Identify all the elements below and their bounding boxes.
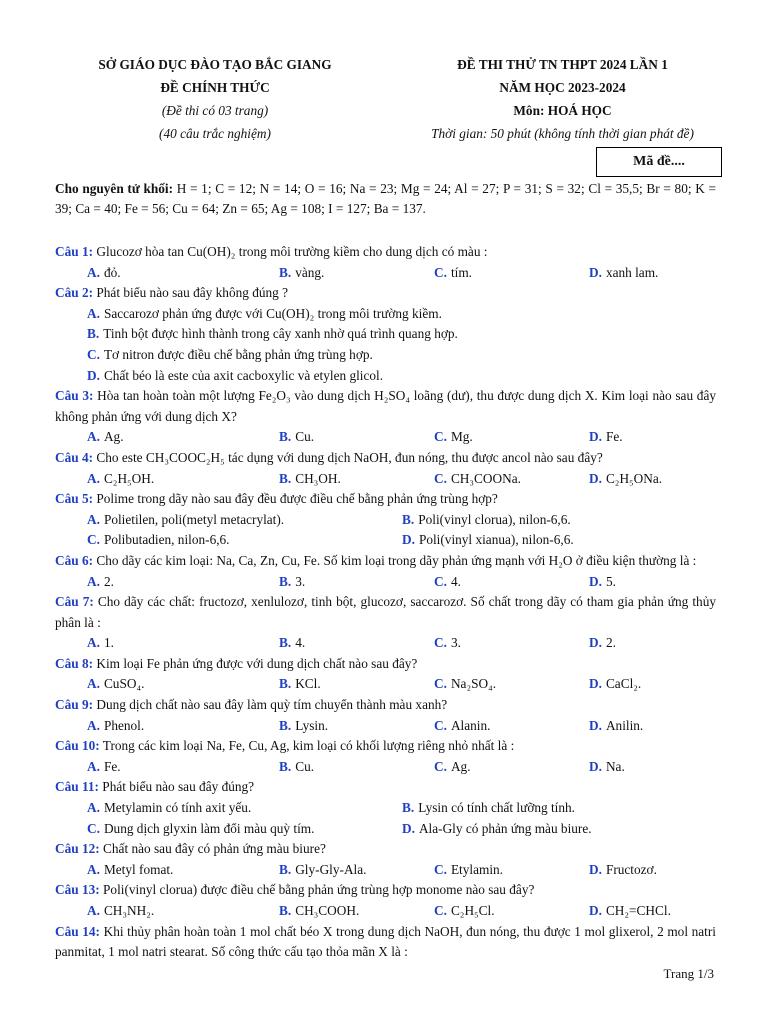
- answer-option: [557, 263, 712, 284]
- question-item: [55, 880, 716, 921]
- option-text: C₂H₅OH.: [103, 470, 155, 486]
- answer-option: [55, 572, 247, 593]
- answer-option: [402, 572, 557, 593]
- option-text: CH₂=CHCl.: [605, 903, 671, 918]
- question-stem: [55, 386, 716, 427]
- question-text: Dung dịch chất nào sau đây làm quỳ tím chuyển thành màu xanh?: [96, 697, 448, 713]
- school-year: NĂM HỌC 2023-2024: [499, 80, 626, 95]
- question-item: [55, 592, 716, 654]
- question-stem: [55, 551, 716, 572]
- option-text: CH₃OH.: [295, 470, 341, 486]
- option-letter: C.: [434, 676, 447, 692]
- option-letter: A.: [87, 264, 100, 280]
- option-text: Tinh bột được hình thành trong cây xanh nhờ quá trình quang hợp.: [103, 326, 458, 342]
- answer-option: [55, 263, 247, 284]
- question-number: Câu 10:: [55, 738, 100, 754]
- question-number: Câu 1:: [55, 244, 94, 259]
- answer-option: [402, 510, 571, 531]
- option-letter: B.: [279, 717, 292, 733]
- page-count-note: (Đề thi có 03 trang): [161, 103, 269, 118]
- option-text: CH₃COOH.: [295, 903, 360, 918]
- option-letter: B.: [279, 758, 292, 774]
- answer-option: [55, 345, 716, 366]
- option-text: C₂H₅ONa.: [605, 470, 663, 486]
- option-letter: A.: [87, 903, 100, 918]
- option-letter: B.: [402, 511, 415, 527]
- answer-option: [55, 304, 716, 325]
- option-text: 3.: [295, 573, 306, 589]
- option-letter: C.: [434, 573, 447, 589]
- subject: Môn: HOÁ HỌC: [513, 103, 612, 118]
- answer-option: [55, 324, 716, 345]
- option-letter: B.: [87, 326, 100, 342]
- answer-option: [557, 674, 712, 695]
- question-number: Câu 14:: [55, 923, 100, 939]
- answer-option: [557, 572, 712, 593]
- question-number: Câu 2:: [55, 285, 94, 301]
- option-letter: C.: [434, 717, 447, 733]
- option-letter: D.: [589, 573, 602, 589]
- atomic-masses-label: Cho nguyên tử khối:: [55, 181, 174, 196]
- option-letter: D.: [589, 470, 602, 486]
- question-stem: [55, 695, 716, 716]
- option-letter: C.: [434, 861, 447, 877]
- answer-option: [247, 572, 402, 593]
- answer-option: [247, 427, 402, 448]
- exam-code-box: Mã đề....: [596, 147, 722, 177]
- option-text: Anilin.: [605, 717, 644, 733]
- option-letter: C.: [434, 264, 447, 280]
- option-letter: D.: [589, 264, 602, 280]
- answer-option: [55, 366, 716, 387]
- option-letter: B.: [402, 800, 415, 816]
- question-stem: [55, 242, 716, 263]
- question-item: [55, 777, 716, 839]
- question-stem: [55, 777, 716, 798]
- answer-option: [557, 901, 712, 922]
- answer-option: [247, 757, 402, 778]
- question-text: Polime trong dãy nào sau đây đều được điều chế bằng phản ứng trùng hợp?: [96, 491, 498, 507]
- option-text: Gly-Gly-Ala.: [295, 861, 367, 877]
- option-letter: A.: [87, 861, 100, 877]
- question-stem: [55, 592, 716, 633]
- answer-option: [55, 427, 247, 448]
- answer-option: [55, 819, 402, 840]
- question-item: [55, 839, 716, 880]
- question-text: Cho dãy các chất: fructozơ, xenlulozơ, tinh bột, glucozơ, saccarozơ. Số chất trong dãy có tham gia phản ứng thủy phân là :: [55, 594, 717, 630]
- option-letter: A.: [87, 717, 100, 733]
- question-item: [55, 736, 716, 777]
- option-letter: D.: [589, 717, 602, 733]
- option-letter: B.: [279, 573, 292, 589]
- option-letter: A.: [87, 305, 100, 321]
- answer-option: [557, 469, 712, 490]
- option-text: Etylamin.: [450, 861, 504, 877]
- option-letter: C.: [434, 635, 447, 651]
- option-text: 5.: [605, 573, 616, 589]
- question-text: Hòa tan hoàn toàn một lượng Fe₂O₃ vào dung dịch H₂SO₄ loãng (dư), thu được dung dịch X. Kim loại nào sau đây không phản ứng với dung dịch X?: [55, 388, 717, 424]
- question-number: Câu 12:: [55, 841, 100, 857]
- option-letter: B.: [279, 635, 292, 651]
- atomic-masses-values: H = 1; C = 12; N = 14; O = 16; Na = 23; Mg = 24; Al = 27; P = 31; S = 32; Cl = 35,5; Br = 80; K = 39; Ca = 40; Fe = 56; Cu = 64; Zn = 65; Ag = 108; I = 127; Ba = 137.: [55, 181, 716, 216]
- answer-option: [402, 633, 557, 654]
- question-item: [55, 489, 716, 551]
- option-text: vàng.: [295, 264, 325, 280]
- option-text: 1.: [103, 635, 114, 651]
- option-letter: D.: [402, 532, 415, 548]
- option-letter: A.: [87, 429, 100, 445]
- option-text: Polibutadien, nilon-6,6.: [103, 532, 230, 548]
- option-letter: D.: [589, 635, 602, 651]
- option-letter: A.: [87, 470, 100, 486]
- option-text: Metyl fomat.: [103, 861, 174, 877]
- question-text: Cho este CH₃COOC₂H₅ tác dụng với dung dịch NaOH, đun nóng, thu được ancol nào sau đây?: [96, 449, 603, 465]
- option-letter: C.: [87, 346, 100, 362]
- question-number: Câu 11:: [55, 779, 99, 795]
- answer-option: [55, 469, 247, 490]
- question-text: Cho dãy các kim loại: Na, Ca, Zn, Cu, Fe. Số kim loại trong dãy phản ứng mạnh với H₂O ở điều kiện thường là :: [96, 552, 697, 568]
- option-text: Fe.: [103, 758, 121, 774]
- question-item: [55, 654, 716, 695]
- option-text: Fructozơ.: [605, 861, 657, 877]
- option-letter: A.: [87, 635, 100, 651]
- answer-option: [247, 860, 402, 881]
- question-count-note: (40 câu trắc nghiệm): [159, 126, 271, 141]
- answer-option: [402, 860, 557, 881]
- question-stem: [55, 736, 716, 757]
- option-letter: D.: [589, 758, 602, 774]
- question-number: Câu 3:: [55, 388, 94, 404]
- answer-option: [55, 510, 402, 531]
- option-text: Ala-Gly có phản ứng màu biure.: [418, 820, 592, 836]
- answer-option: [247, 716, 402, 737]
- question-number: Câu 13:: [55, 882, 100, 898]
- option-letter: A.: [87, 511, 100, 527]
- option-letter: B.: [279, 903, 292, 918]
- answer-option: [55, 530, 402, 551]
- question-stem: [55, 489, 716, 510]
- option-text: 3.: [450, 635, 461, 651]
- option-letter: C.: [87, 820, 100, 836]
- question-list: [55, 242, 716, 963]
- answer-option: [402, 427, 557, 448]
- option-text: Poli(vinyl xianua), nilon-6,6.: [418, 532, 574, 548]
- option-letter: B.: [279, 861, 292, 877]
- answer-option: [402, 901, 557, 922]
- option-text: Dung dịch glyxin làm đổi màu quỳ tím.: [103, 820, 315, 836]
- answer-option: [557, 860, 712, 881]
- answer-option: [247, 901, 402, 922]
- question-number: Câu 6:: [55, 552, 94, 568]
- official-label: ĐỀ CHÍNH THỨC: [160, 80, 270, 95]
- option-letter: D.: [589, 676, 602, 692]
- question-stem: [55, 839, 716, 860]
- option-text: Ag.: [450, 758, 471, 774]
- option-text: tím.: [450, 264, 472, 280]
- option-text: Ag.: [103, 429, 124, 445]
- option-letter: C.: [87, 532, 100, 548]
- question-text: Glucozơ hòa tan Cu(OH)₂ trong môi trường kiềm cho dung dịch có màu :: [96, 244, 488, 259]
- option-text: Cu.: [295, 429, 315, 445]
- option-text: CuSO₄.: [103, 676, 145, 692]
- answer-option: [55, 674, 247, 695]
- question-number: Câu 9:: [55, 697, 94, 713]
- question-item: [55, 551, 716, 592]
- option-text: Phenol.: [103, 717, 145, 733]
- option-letter: A.: [87, 758, 100, 774]
- question-text: Phát biểu nào sau đây không đúng ?: [96, 285, 289, 301]
- option-text: Fe.: [605, 429, 623, 445]
- time-limit: Thời gian: 50 phút (không tính thời gian phát đề): [431, 126, 694, 141]
- option-letter: B.: [279, 264, 292, 280]
- option-text: Na.: [605, 758, 625, 774]
- exam-title: ĐỀ THI THỬ TN THPT 2024 LẦN 1: [457, 57, 668, 72]
- answer-option: [402, 530, 574, 551]
- option-text: Saccarozơ phản ứng được với Cu(OH)₂ trong môi trường kiềm.: [103, 305, 442, 321]
- option-text: Metylamin có tính axit yếu.: [103, 800, 252, 816]
- answer-option: [55, 757, 247, 778]
- option-letter: C.: [434, 429, 447, 445]
- option-letter: C.: [434, 470, 447, 486]
- option-text: 4.: [295, 635, 306, 651]
- option-text: 2.: [605, 635, 616, 651]
- header-right: [395, 53, 730, 145]
- question-number: Câu 7:: [55, 594, 94, 610]
- answer-option: [247, 633, 402, 654]
- answer-option: [402, 798, 575, 819]
- option-letter: D.: [589, 903, 602, 918]
- option-letter: C.: [434, 903, 447, 918]
- answer-option: [55, 633, 247, 654]
- option-letter: D.: [589, 429, 602, 445]
- option-letter: B.: [279, 470, 292, 486]
- option-text: 2.: [103, 573, 114, 589]
- option-letter: C.: [434, 758, 447, 774]
- option-text: Na₂SO₄.: [450, 676, 497, 692]
- option-text: Alanin.: [450, 717, 491, 733]
- option-text: CH₃COONa.: [450, 470, 521, 486]
- option-letter: D.: [402, 820, 415, 836]
- option-text: Cu.: [295, 758, 315, 774]
- question-item: [55, 695, 716, 736]
- answer-option: [402, 819, 592, 840]
- option-letter: A.: [87, 800, 100, 816]
- option-letter: A.: [87, 676, 100, 692]
- answer-option: [402, 757, 557, 778]
- question-item: [55, 283, 716, 386]
- question-text: Poli(vinyl clorua) được điều chế bằng phản ứng trùng hợp monome nào sau đây?: [103, 882, 535, 898]
- answer-option: [55, 860, 247, 881]
- question-stem: [55, 880, 716, 901]
- question-item: [55, 386, 716, 448]
- answer-option: [55, 901, 247, 922]
- answer-option: [247, 674, 402, 695]
- question-number: Câu 8:: [55, 655, 94, 671]
- question-item: [55, 922, 716, 963]
- answer-option: [55, 716, 247, 737]
- option-letter: D.: [87, 367, 100, 383]
- answer-option: [402, 674, 557, 695]
- question-text: Chất nào sau đây có phản ứng màu biure?: [103, 841, 326, 857]
- option-text: Poli(vinyl clorua), nilon-6,6.: [418, 511, 571, 527]
- option-text: xanh lam.: [605, 264, 659, 280]
- option-text: CaCl₂.: [605, 676, 642, 692]
- option-text: Lysin có tính chất lưỡng tính.: [418, 800, 575, 816]
- question-item: [55, 242, 716, 283]
- question-stem: [55, 654, 716, 675]
- answer-option: [557, 716, 712, 737]
- answer-option: [247, 263, 402, 284]
- answer-option: [557, 633, 712, 654]
- question-text: Phát biểu nào sau đây đúng?: [102, 779, 255, 795]
- header-left: [55, 53, 375, 145]
- question-item: [55, 448, 716, 489]
- question-stem: [55, 922, 716, 963]
- question-stem: [55, 283, 716, 304]
- option-text: C₂H₅Cl.: [450, 903, 495, 918]
- answer-option: [402, 469, 557, 490]
- answer-option: [55, 798, 402, 819]
- option-text: Mg.: [450, 429, 473, 445]
- option-letter: B.: [279, 676, 292, 692]
- answer-option: [402, 716, 557, 737]
- answer-option: [557, 757, 712, 778]
- department-name: SỞ GIÁO DỤC ĐÀO TẠO BẮC GIANG: [98, 57, 332, 72]
- answer-option: [557, 427, 712, 448]
- question-stem: [55, 448, 716, 469]
- atomic-masses: [55, 179, 716, 219]
- option-letter: B.: [279, 429, 292, 445]
- option-text: CH₃NH₂.: [103, 903, 155, 918]
- page-number: Trang 1/3: [663, 966, 714, 981]
- answer-option: [247, 469, 402, 490]
- question-number: Câu 4:: [55, 449, 94, 465]
- option-text: Polietilen, poli(metyl metacrylat).: [103, 511, 285, 527]
- question-number: Câu 5:: [55, 491, 94, 507]
- option-text: đỏ.: [103, 264, 121, 280]
- question-text: Trong các kim loại Na, Fe, Cu, Ag, kim loại có khối lượng riêng nhỏ nhất là :: [102, 738, 515, 754]
- option-text: Chất béo là este của axit cacboxylic và etylen glicol.: [103, 367, 384, 383]
- question-text: Kim loại Fe phản ứng được với dung dịch chất nào sau đây?: [96, 655, 418, 671]
- option-text: KCl.: [295, 676, 321, 692]
- option-text: Tơ nitron được điều chế bằng phản ứng trùng hợp.: [103, 346, 373, 362]
- option-text: Lysin.: [295, 717, 329, 733]
- option-letter: A.: [87, 573, 100, 589]
- option-letter: D.: [589, 861, 602, 877]
- question-text: Khi thủy phân hoàn toàn 1 mol chất béo X trong dung dịch NaOH, đun nóng, thu được 1 mol glixerol, 2 mol natri panmitat, 1 mol natri stearat. Số công thức cấu tạo thỏa mãn X là :: [55, 923, 716, 960]
- answer-option: [402, 263, 557, 284]
- option-text: 4.: [450, 573, 461, 589]
